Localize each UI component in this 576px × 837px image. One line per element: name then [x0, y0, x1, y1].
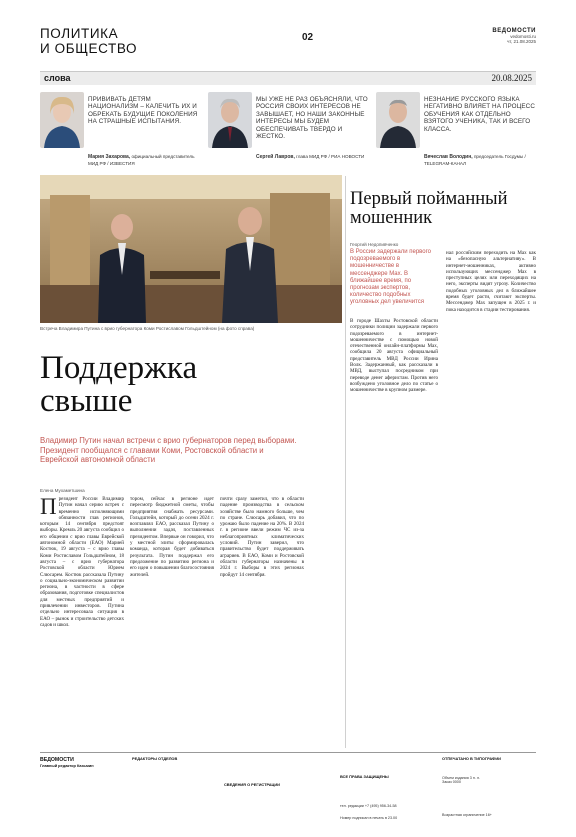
footer-print: ОТПЕЧАТАНО В ТИПОГРАФИИ Объем издания 3 п. л. Заказ 0000 Возрастная ограничение 16+ [442, 756, 501, 817]
meeting-photo [40, 175, 342, 323]
portrait-photo [376, 92, 420, 148]
brand-block [492, 28, 536, 44]
article1-author: Елена Мухаметшина [40, 488, 85, 493]
issue-date: чт, 21.08.2025 [507, 39, 536, 44]
page-header [40, 26, 536, 62]
page-footer [40, 752, 536, 832]
column-divider [345, 176, 346, 748]
article2-lead: В России задержали первого подозреваемого в мошенничестве в мессенджере Max. В ближайшее время, по прогнозам экспертов, количество подобных уголовных дел увеличится [350, 249, 432, 306]
quote-lavrov: МЫ УЖЕ НЕ РАЗ ОБЪЯСНЯЛИ, ЧТО РОССИЯ СВОИХ ИНТЕРЕСОВ НЕ ЗАВЫШАЕТ, НО НАШИ ЗАКОННЫЕ ИНТЕРЕСЫ МЫ БУДЕМ ОБЕСПЕЧИВАТЬ ТВЕРДО И ЖЕСТКО. Сергей Лавров, глава МИД РФ / РИА НОВОСТИ [208, 88, 368, 170]
footer-editors: РЕДАКТОРЫ ОТДЕЛОВ [132, 756, 178, 761]
article1-column-2: тором, сейчас в регионе идет пересмотр бюджетной сметы, чтобы предприятия снабжать ресурсами. Гольдштейн, который до осени 2024 г. возглавлял ЕАО, рассказал Путину о выполнении задач, поставленных президентом. Впервые он говорил, что у местной элиты сформировалась команда, которая будет добиваться результата. Путин поддержал его предложение по развитию региона и его идеи о повышении благосостояния жителей. [130, 496, 214, 578]
footer-rights: ВСЕ ПРАВА ЗАЩИЩЕНЫ тел. редакции +7 (495) 956-34-58 Номер подписан в печать в 23.00 [340, 774, 398, 821]
footer-registration: СВЕДЕНИЯ О РЕГИСТРАЦИИ [224, 782, 280, 787]
article1-column-1: Президент России Владимир Путин начал серию встреч с временно исполняющими обязанности глав регионов, которым 14 сентября предстоят выборы. Кремль 20 августа сообщил о его общении с врио главы Еврейской автономной области (ЕАО) Марией Костюк, 19 августа – с врио главы Коми Ростиславом Гольдштейном, 18 августа – с врио губернатора Ростовской области Юрием Слюсарем. Костюк рассказала Путину о социально-экономическом развитии региона, в частности в сфере образования, подготовке специалистов для местных предприятий и привлечении инвесторов. Путина отдельно интересовала ситуация в ЕАО – рынок и строительство детских садов и школ. [40, 496, 124, 628]
footer-masthead: ВЕДОМОСТИ Главный редактор Казьмин [40, 757, 94, 768]
article2-column-1: В городе Шахты Ростовской области сотрудники полиции задержали первого подозреваемого в интернет-мошенничестве с помощью новой отечественной онлайн-платформы Max, сообщила 20 августа официальный представитель МВД России Ирина Волк. Задержанный, как рассказали в МВД, выступал посредником при переводе денег аферистам. Против него возбуждено уголовное дело по статье о мошенничестве в крупном размере. [350, 318, 438, 394]
brand-name: ВЕДОМОСТИ [492, 28, 536, 34]
dropcap: П [40, 496, 57, 519]
portrait-photo [40, 92, 84, 148]
slova-label: слова [44, 73, 71, 83]
article1-lead: Владимир Путин начал встречи с врио губернаторов перед выборами. Президент пообщался с главами Коми, Ростовской области и Еврейской автономной области [40, 436, 297, 465]
article1-column-3: почти сразу заметил, что в области падение производства в сельском хозяйстве было намного больше, чем по стране. Слюсарь добавил, что по урожаю было падение на 20%. В 2024 г. в регионе ввели режим ЧС из-за неблагоприятных климатических условий. Путин заверил, что правительство будет поддерживать аграриев. В ЕАО, Коми и Ростовской области губернаторы назначены в 2024 г. Выборы в этих регионах пройдут 14 сентября. [220, 496, 304, 578]
slova-date: 20.08.2025 [491, 73, 532, 83]
quote-zakharova: ПРИВИВАТЬ ДЕТЯМ НАЦИОНАЛИЗМ – КАЛЕЧИТЬ ИХ И ОБРЕКАТЬ БУДУЩИЕ ПОКОЛЕНИЯ НА СТРАШНЫЕ ИСПЫТАНИЯ. Мария Захарова, официальный представитель МИД РФ / ИЗВЕСТИЯ [40, 88, 200, 170]
section-title: ПОЛИТИКА И ОБЩЕСТВО [40, 26, 138, 56]
article2-headline: Первый пойманный мошенник [350, 189, 508, 228]
article2-column-2: нал российским переходить на Max как на «безопасную альтернативу». В интернет-мошенниках, активно использующих мессенджер Max в преступных целях или переходящих на него, эксперты видят угрозу. Количество подобных уголовных дел в ближайшее время будет расти, считают эксперты. Мессенджер Max запущен в 2025 г. и пока находится в стадии тестирования. [446, 250, 536, 313]
main-photo [40, 175, 342, 323]
article2-author: Георгий Недопивченко [350, 242, 399, 247]
brand-site: vedomosti.ru [510, 34, 536, 39]
article1-headline: Поддержка свыше [40, 350, 198, 419]
slova-bar [40, 71, 536, 85]
page-number: 02 [302, 32, 314, 43]
portrait-photo [208, 92, 252, 148]
quote-volodin: НЕЗНАНИЕ РУССКОГО ЯЗЫКА НЕГАТИВНО ВЛИЯЕТ НА ПРОЦЕСС ОБУЧЕНИЯ КАК ОТДЕЛЬНО ВЗЯТОГО УЧЕНИКА, ТАК И ВСЕГО КЛАССА. Вячеслав Володин, председатель Госдумы / TELEGRAM-КАНАЛ [376, 88, 536, 170]
photo-caption: Встреча Владимира Путина с врио губернатора Коми Ростиславом Гольдштейном (на фото справа) [40, 326, 255, 331]
